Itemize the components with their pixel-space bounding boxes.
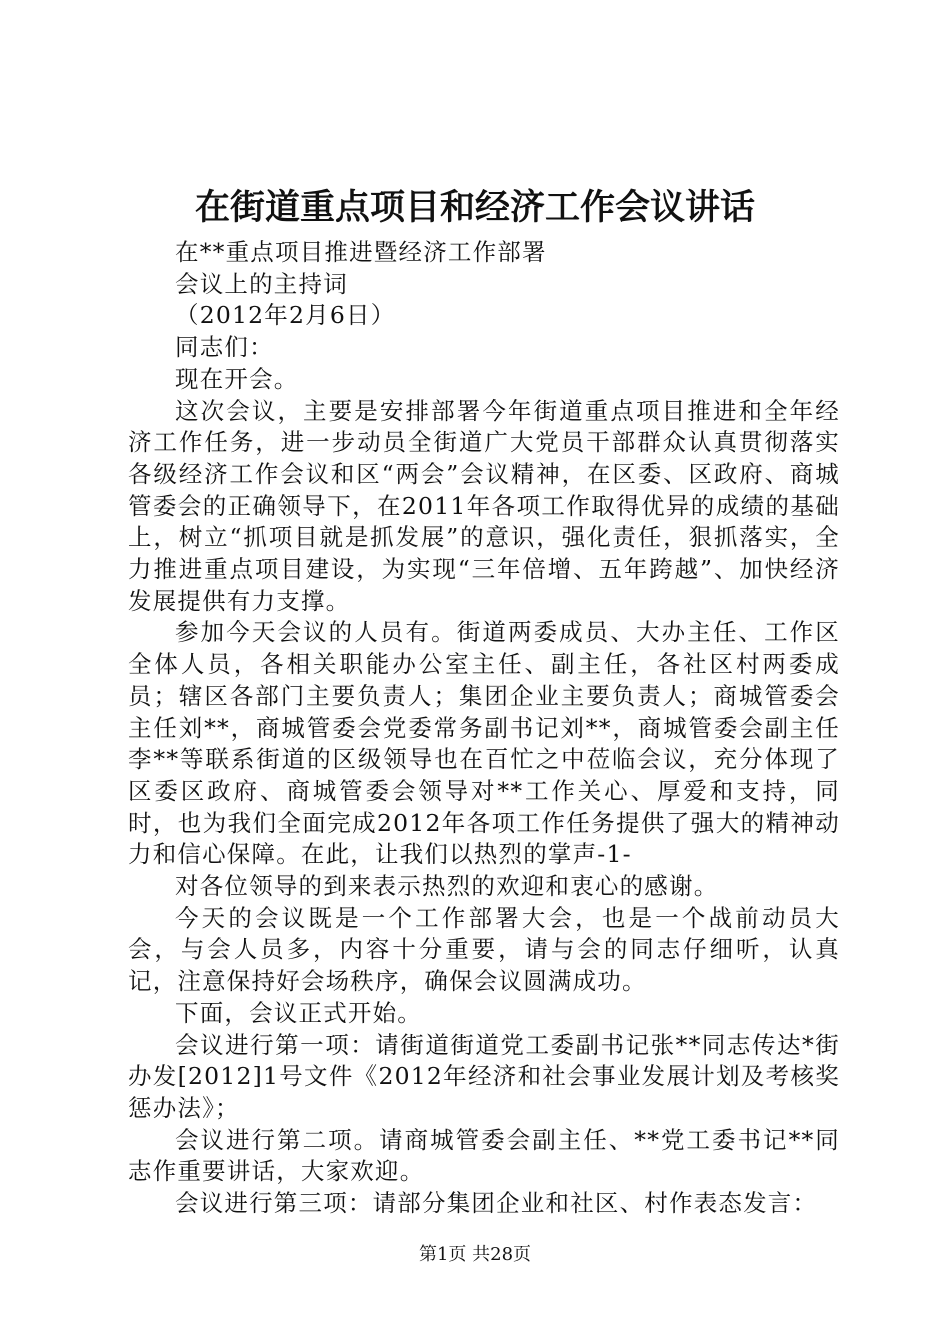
page-footer: 第1页 共28页: [418, 1244, 532, 1265]
paragraph-item-two: 会议进行第二项。请商城管委会副主任、**党工委书记**同志作重要讲话，大家欢迎。: [128, 1125, 840, 1186]
paragraph-meeting-subtitle: 会议上的主持词: [175, 269, 348, 298]
paragraph-welcome: 对各位领导的到来表示热烈的欢迎和衷心的感谢。: [175, 872, 719, 901]
paragraph-start: 下面，会议正式开始。: [175, 998, 422, 1027]
paragraph-purpose: 这次会议，主要是安排部署今年街道重点项目推进和全年经济工作任务，进一步动员全街道广大党员干部群众认真贯彻落实各级经济工作会议和区“两会”会议精神，在区委、区政府、商城管委会的正确领导下，在2011年各项工作取得优异的成绩的基础上，树立“抓项目就是抓发展”的意识，强化责任，狠抓落实，全力推进重点项目建设，为实现“三年倍增、五年跨越”、加快经济发展提供有力支撑。: [128, 396, 840, 615]
document-title: 在街道重点项目和经济工作会议讲话: [194, 187, 755, 228]
paragraph-item-one: 会议进行第一项：请街道街道党工委副书记张**同志传达*街办发[2012]1号文件《2012年经济和社会事业发展计划及考核奖惩办法》；: [128, 1030, 840, 1122]
paragraph-salutation: 同志们：: [175, 333, 274, 362]
paragraph-attendees: 参加今天会议的人员有。街道两委成员、大办主任、工作区全体人员，各相关职能办公室主任、副主任，各社区村两委成员；辖区各部门主要负责人；集团企业主要负责人；商城管委会主任刘**，商城管委会党委常务副书记刘**，商城管委会副主任李**等联系街道的区级领导也在百忙之中莅临会议，充分体现了区委区政府、商城管委会领导对**工作关心、厚爱和支持，同时，也为我们全面完成2012年各项工作任务提供了强大的精神动力和信心保障。在此，让我们以热烈的掌声-1-: [128, 618, 840, 869]
paragraph-item-three: 会议进行第三项：请部分集团企业和社区、村作表态发言：: [175, 1189, 818, 1218]
paragraph-meeting-name: 在**重点项目推进暨经济工作部署: [175, 238, 547, 266]
paragraph-notice: 今天的会议既是一个工作部署大会，也是一个战前动员大会，与会人员多，内容十分重要，请与会的同志仔细听，认真记，注意保持好会场秩序，确保会议圆满成功。: [128, 903, 840, 996]
document-body: [128, 237, 840, 1220]
paragraph-opening: 现在开会。: [175, 364, 299, 393]
paragraph-date: （2012年2月6日）: [175, 301, 396, 330]
